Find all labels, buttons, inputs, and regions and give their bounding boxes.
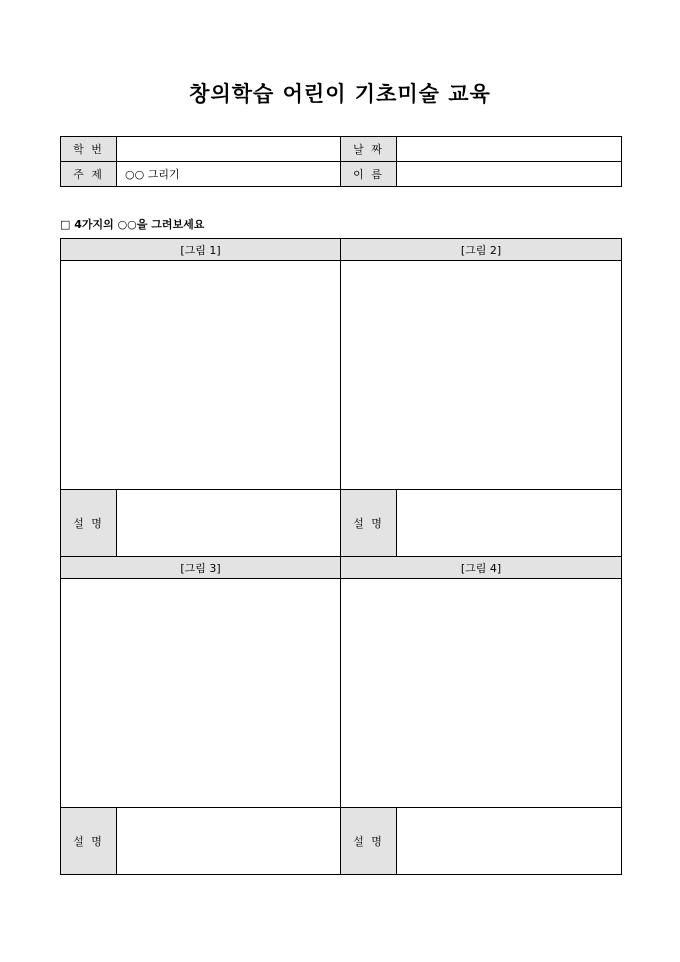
panel-1-drawing-area[interactable] <box>61 261 341 490</box>
date-field[interactable] <box>397 137 622 162</box>
description-row-1 <box>61 490 622 557</box>
panel-4-header: [그림 4] <box>341 557 622 579</box>
topic-field[interactable]: ○○ 그리기 <box>117 162 341 187</box>
panel-2-desc-label: 설 명 <box>341 490 397 557</box>
info-row-2 <box>61 162 622 187</box>
info-row-1 <box>61 137 622 162</box>
page-title: 창의학습 어린이 기초미술 교육 <box>189 81 491 106</box>
panel-1-desc-field[interactable] <box>117 490 341 557</box>
panel-3-header: [그림 3] <box>61 557 341 579</box>
panel-2-desc-field[interactable] <box>397 490 622 557</box>
drawing-grid <box>60 238 622 875</box>
panel-2-drawing-area[interactable] <box>341 261 622 490</box>
date-label: 날 짜 <box>341 137 397 162</box>
panel-3-desc-label: 설 명 <box>61 808 117 875</box>
panel-4-desc-field[interactable] <box>397 808 622 875</box>
panel-header-row-1 <box>61 239 622 261</box>
panel-4-drawing-area[interactable] <box>341 579 622 808</box>
student-no-field[interactable] <box>117 137 341 162</box>
panel-3-drawing-area[interactable] <box>61 579 341 808</box>
name-field[interactable] <box>397 162 622 187</box>
panel-1-desc-label: 설 명 <box>61 490 117 557</box>
info-table <box>60 136 622 187</box>
panel-4-desc-label: 설 명 <box>341 808 397 875</box>
instruction-text: □ 4가지의 ○○을 그려보세요 <box>60 218 205 231</box>
description-row-2 <box>61 808 622 875</box>
panel-2-header: [그림 2] <box>341 239 622 261</box>
panel-header-row-2 <box>61 557 622 579</box>
topic-label: 주 제 <box>61 162 117 187</box>
panel-3-desc-field[interactable] <box>117 808 341 875</box>
drawing-row-2 <box>61 579 622 808</box>
name-label: 이 름 <box>341 162 397 187</box>
student-no-label: 학 번 <box>61 137 117 162</box>
panel-1-header: [그림 1] <box>61 239 341 261</box>
drawing-row-1 <box>61 261 622 490</box>
